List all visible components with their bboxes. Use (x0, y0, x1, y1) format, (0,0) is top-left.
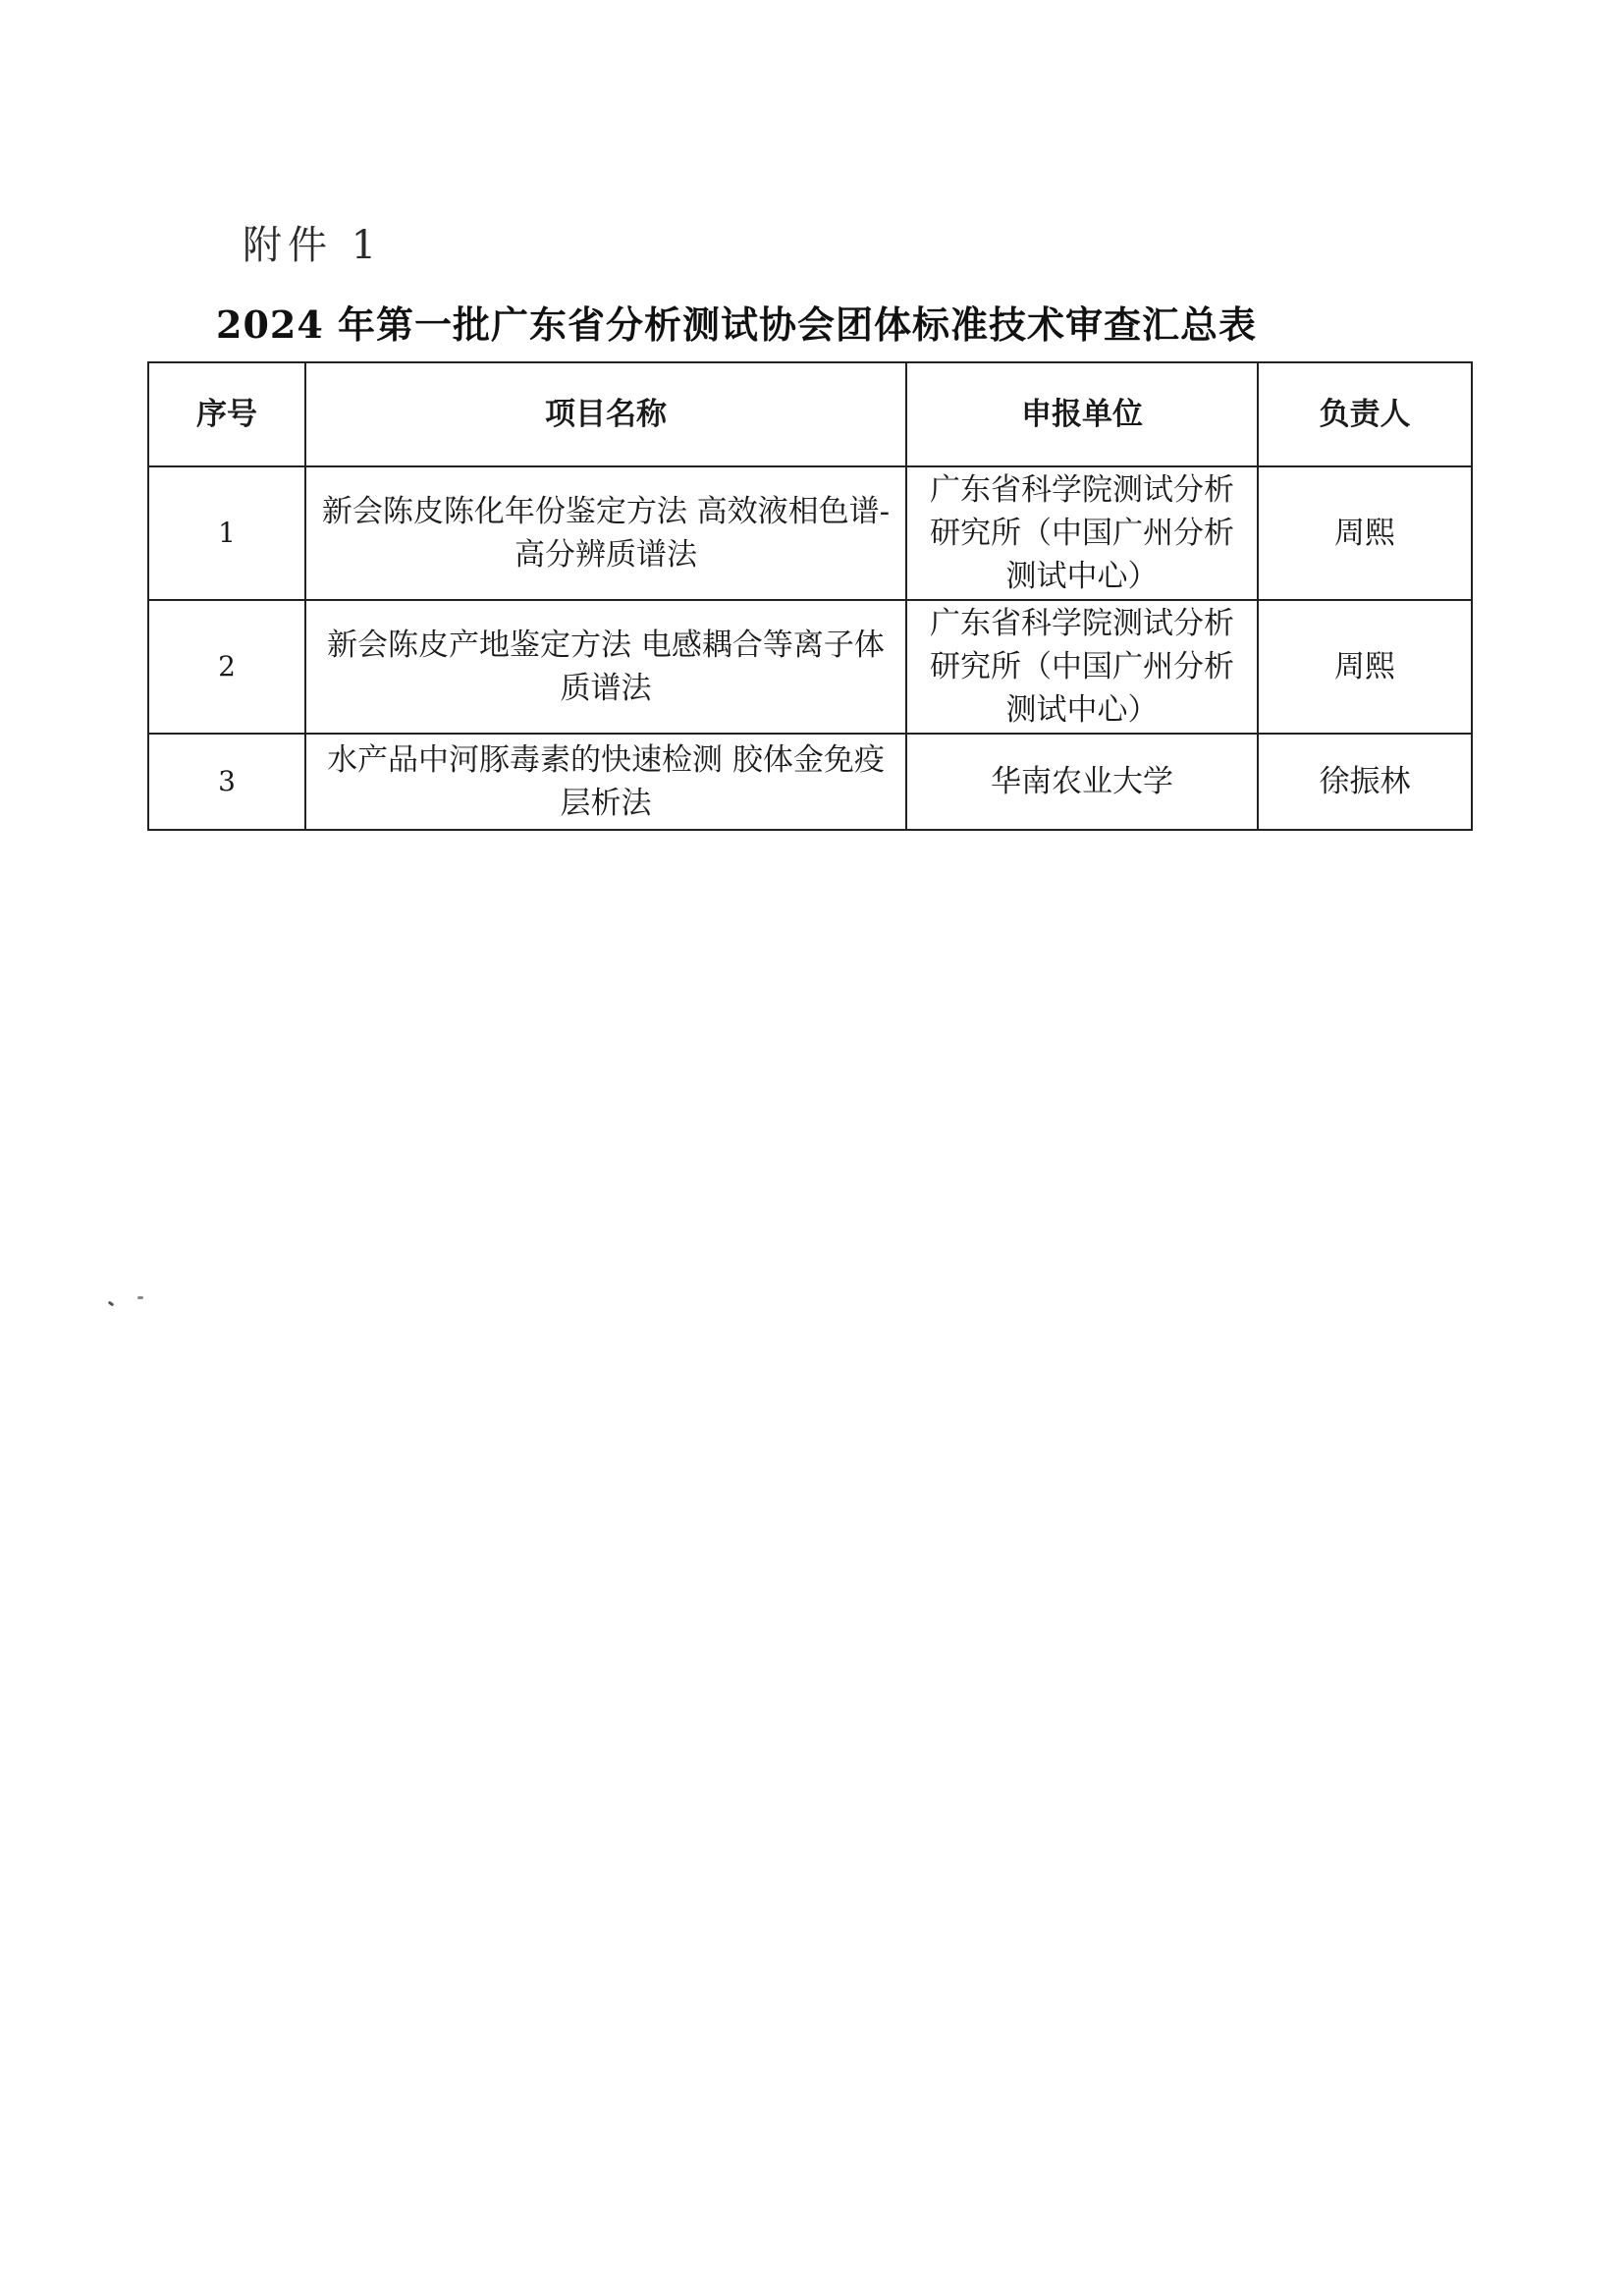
cell-project-name: 新会陈皮产地鉴定方法 电感耦合等离子体质谱法 (305, 600, 906, 734)
table-row (148, 600, 1472, 734)
cell-person-in-charge: 徐振林 (1258, 734, 1472, 830)
cell-project-name: 新会陈皮陈化年份鉴定方法 高效液相色谱-高分辨质谱法 (305, 466, 906, 600)
cell-person-in-charge: 周熙 (1258, 600, 1472, 734)
cell-person-in-charge: 周熙 (1258, 466, 1472, 600)
header-seq: 序号 (148, 362, 305, 466)
cell-project-name: 水产品中河豚毒素的快速检测 胶体金免疫层析法 (305, 734, 906, 830)
cell-applicant-unit: 华南农业大学 (906, 734, 1258, 830)
cell-seq: 3 (148, 734, 305, 830)
cell-applicant-unit: 广东省科学院测试分析研究所（中国广州分析测试中心） (906, 600, 1258, 734)
summary-table (147, 361, 1473, 831)
scan-smudge-mark (108, 1300, 122, 1308)
header-project-name: 项目名称 (305, 362, 906, 466)
document-title: 2024 年第一批广东省分析测试协会团体标准技术审查汇总表 (216, 302, 1257, 347)
attachment-label: 附件 1 (243, 223, 383, 268)
table-body (148, 466, 1472, 830)
cell-applicant-unit: 广东省科学院测试分析研究所（中国广州分析测试中心） (906, 466, 1258, 600)
header-person-in-charge: 负责人 (1258, 362, 1472, 466)
header-applicant-unit: 申报单位 (906, 362, 1258, 466)
header-row (148, 362, 1472, 466)
table-row (148, 734, 1472, 830)
table-header (148, 362, 1472, 466)
cell-seq: 2 (148, 600, 305, 734)
cell-seq: 1 (148, 466, 305, 600)
table-row (148, 466, 1472, 600)
